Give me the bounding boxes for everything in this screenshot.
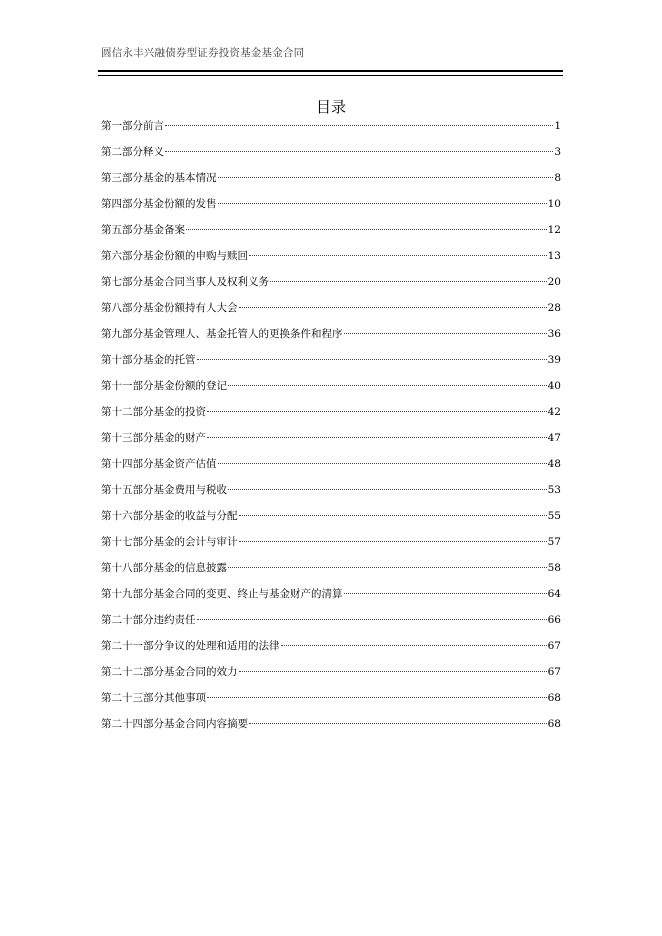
toc-entry-label: 第二十四部分基金合同内容摘要 bbox=[101, 718, 248, 730]
toc-entry-label: 第十九部分基金合同的变更、终止与基金财产的清算 bbox=[101, 588, 343, 600]
toc-entry[interactable] bbox=[101, 404, 561, 430]
toc-entry[interactable] bbox=[101, 196, 561, 222]
toc-entry[interactable] bbox=[101, 664, 561, 690]
toc-dot-leader bbox=[207, 697, 547, 698]
toc-dot-leader bbox=[239, 541, 547, 542]
toc-dot-leader bbox=[270, 281, 547, 282]
toc-dot-leader bbox=[239, 671, 547, 672]
toc-entry[interactable] bbox=[101, 378, 561, 404]
toc-dot-leader bbox=[207, 437, 547, 438]
toc-entry-page: 40 bbox=[547, 380, 561, 392]
toc-entry[interactable] bbox=[101, 586, 561, 612]
toc-dot-leader bbox=[239, 515, 547, 516]
header-rule-thick bbox=[98, 70, 563, 72]
toc-dot-leader bbox=[228, 385, 547, 386]
toc-entry[interactable] bbox=[101, 222, 561, 248]
running-header: 圆信永丰兴融债券型证券投资基金基金合同 bbox=[101, 47, 305, 59]
toc-entry-label: 第十五部分基金费用与税收 bbox=[101, 484, 227, 496]
toc-entry-page: 39 bbox=[547, 354, 561, 366]
toc-dot-leader bbox=[239, 307, 547, 308]
toc-entry-page: 3 bbox=[554, 146, 561, 158]
toc-entry[interactable] bbox=[101, 118, 561, 144]
toc-entry-label: 第二十一部分争议的处理和适用的法律 bbox=[101, 640, 280, 652]
toc-entry-label: 第三部分基金的基本情况 bbox=[101, 172, 217, 184]
toc-entry-label: 第五部分基金备案 bbox=[101, 224, 185, 236]
toc-entry-page: 12 bbox=[547, 224, 561, 236]
toc-dot-leader bbox=[207, 411, 547, 412]
toc-entry[interactable] bbox=[101, 144, 561, 170]
toc-entry[interactable] bbox=[101, 612, 561, 638]
toc-dot-leader bbox=[344, 333, 547, 334]
toc-dot-leader bbox=[281, 645, 547, 646]
toc-dot-leader bbox=[249, 723, 547, 724]
toc-dot-leader bbox=[197, 359, 547, 360]
toc-entry[interactable] bbox=[101, 690, 561, 716]
toc-entry[interactable] bbox=[101, 638, 561, 664]
toc-entry-page: 58 bbox=[547, 562, 561, 574]
toc-entry-label: 第八部分基金份额持有人大会 bbox=[101, 302, 238, 314]
toc-entry[interactable] bbox=[101, 482, 561, 508]
toc-entry-page: 66 bbox=[547, 614, 561, 626]
toc-entry-label: 第十二部分基金的投资 bbox=[101, 406, 206, 418]
toc-entry-page: 47 bbox=[547, 432, 561, 444]
toc-entry-page: 1 bbox=[554, 120, 561, 132]
toc-dot-leader bbox=[218, 463, 547, 464]
toc-dot-leader bbox=[218, 203, 547, 204]
toc-entry[interactable] bbox=[101, 430, 561, 456]
toc-entry-label: 第二十二部分基金合同的效力 bbox=[101, 666, 238, 678]
toc-entry-label: 第十七部分基金的会计与审计 bbox=[101, 536, 238, 548]
toc-dot-leader bbox=[228, 489, 547, 490]
toc-entry[interactable] bbox=[101, 560, 561, 586]
toc-entry-label: 第七部分基金合同当事人及权利义务 bbox=[101, 276, 269, 288]
toc-entry-page: 36 bbox=[547, 328, 561, 340]
toc-entry-label: 第四部分基金份额的发售 bbox=[101, 198, 217, 210]
toc-dot-leader bbox=[344, 593, 547, 594]
toc-entry[interactable] bbox=[101, 534, 561, 560]
toc-entry[interactable] bbox=[101, 352, 561, 378]
toc-dot-leader bbox=[218, 177, 554, 178]
toc-dot-leader bbox=[165, 125, 553, 126]
toc-entry-page: 28 bbox=[547, 302, 561, 314]
toc-entry-page: 67 bbox=[547, 666, 561, 678]
toc-entry-label: 第十部分基金的托管 bbox=[101, 354, 196, 366]
toc-entry-page: 55 bbox=[547, 510, 561, 522]
toc-entry-page: 53 bbox=[547, 484, 561, 496]
header-rule-thin bbox=[98, 75, 563, 76]
toc-entry-label: 第十八部分基金的信息披露 bbox=[101, 562, 227, 574]
table-of-contents bbox=[101, 118, 561, 742]
toc-entry[interactable] bbox=[101, 456, 561, 482]
toc-entry-label: 第一部分前言 bbox=[101, 120, 164, 132]
toc-entry-label: 第十六部分基金的收益与分配 bbox=[101, 510, 238, 522]
toc-entry-page: 48 bbox=[547, 458, 561, 470]
toc-entry[interactable] bbox=[101, 508, 561, 534]
toc-dot-leader bbox=[165, 151, 553, 152]
toc-title: 目录 bbox=[315, 98, 346, 117]
toc-entry-label: 第二十部分违约责任 bbox=[101, 614, 196, 626]
toc-entry-label: 第二十三部分其他事项 bbox=[101, 692, 206, 704]
toc-entry[interactable] bbox=[101, 300, 561, 326]
toc-entry[interactable] bbox=[101, 248, 561, 274]
toc-entry[interactable] bbox=[101, 170, 561, 196]
toc-entry-page: 68 bbox=[547, 718, 561, 730]
toc-entry-page: 42 bbox=[547, 406, 561, 418]
toc-entry-page: 10 bbox=[547, 198, 561, 210]
toc-entry-page: 68 bbox=[547, 692, 561, 704]
toc-entry-label: 第二部分释义 bbox=[101, 146, 164, 158]
toc-entry[interactable] bbox=[101, 716, 561, 742]
toc-entry-label: 第九部分基金管理人、基金托管人的更换条件和程序 bbox=[101, 328, 343, 340]
toc-entry-label: 第十三部分基金的财产 bbox=[101, 432, 206, 444]
toc-entry[interactable] bbox=[101, 326, 561, 352]
toc-dot-leader bbox=[228, 567, 547, 568]
toc-entry-page: 64 bbox=[547, 588, 561, 600]
toc-dot-leader bbox=[197, 619, 547, 620]
toc-entry-label: 第六部分基金份额的申购与赎回 bbox=[101, 250, 248, 262]
toc-entry-page: 20 bbox=[547, 276, 561, 288]
toc-entry-page: 13 bbox=[547, 250, 561, 262]
toc-entry-label: 第十四部分基金资产估值 bbox=[101, 458, 217, 470]
toc-entry[interactable] bbox=[101, 274, 561, 300]
toc-entry-page: 8 bbox=[554, 172, 561, 184]
toc-entry-page: 67 bbox=[547, 640, 561, 652]
toc-entry-label: 第十一部分基金份额的登记 bbox=[101, 380, 227, 392]
toc-dot-leader bbox=[249, 255, 547, 256]
toc-entry-page: 57 bbox=[547, 536, 561, 548]
toc-dot-leader bbox=[186, 229, 547, 230]
